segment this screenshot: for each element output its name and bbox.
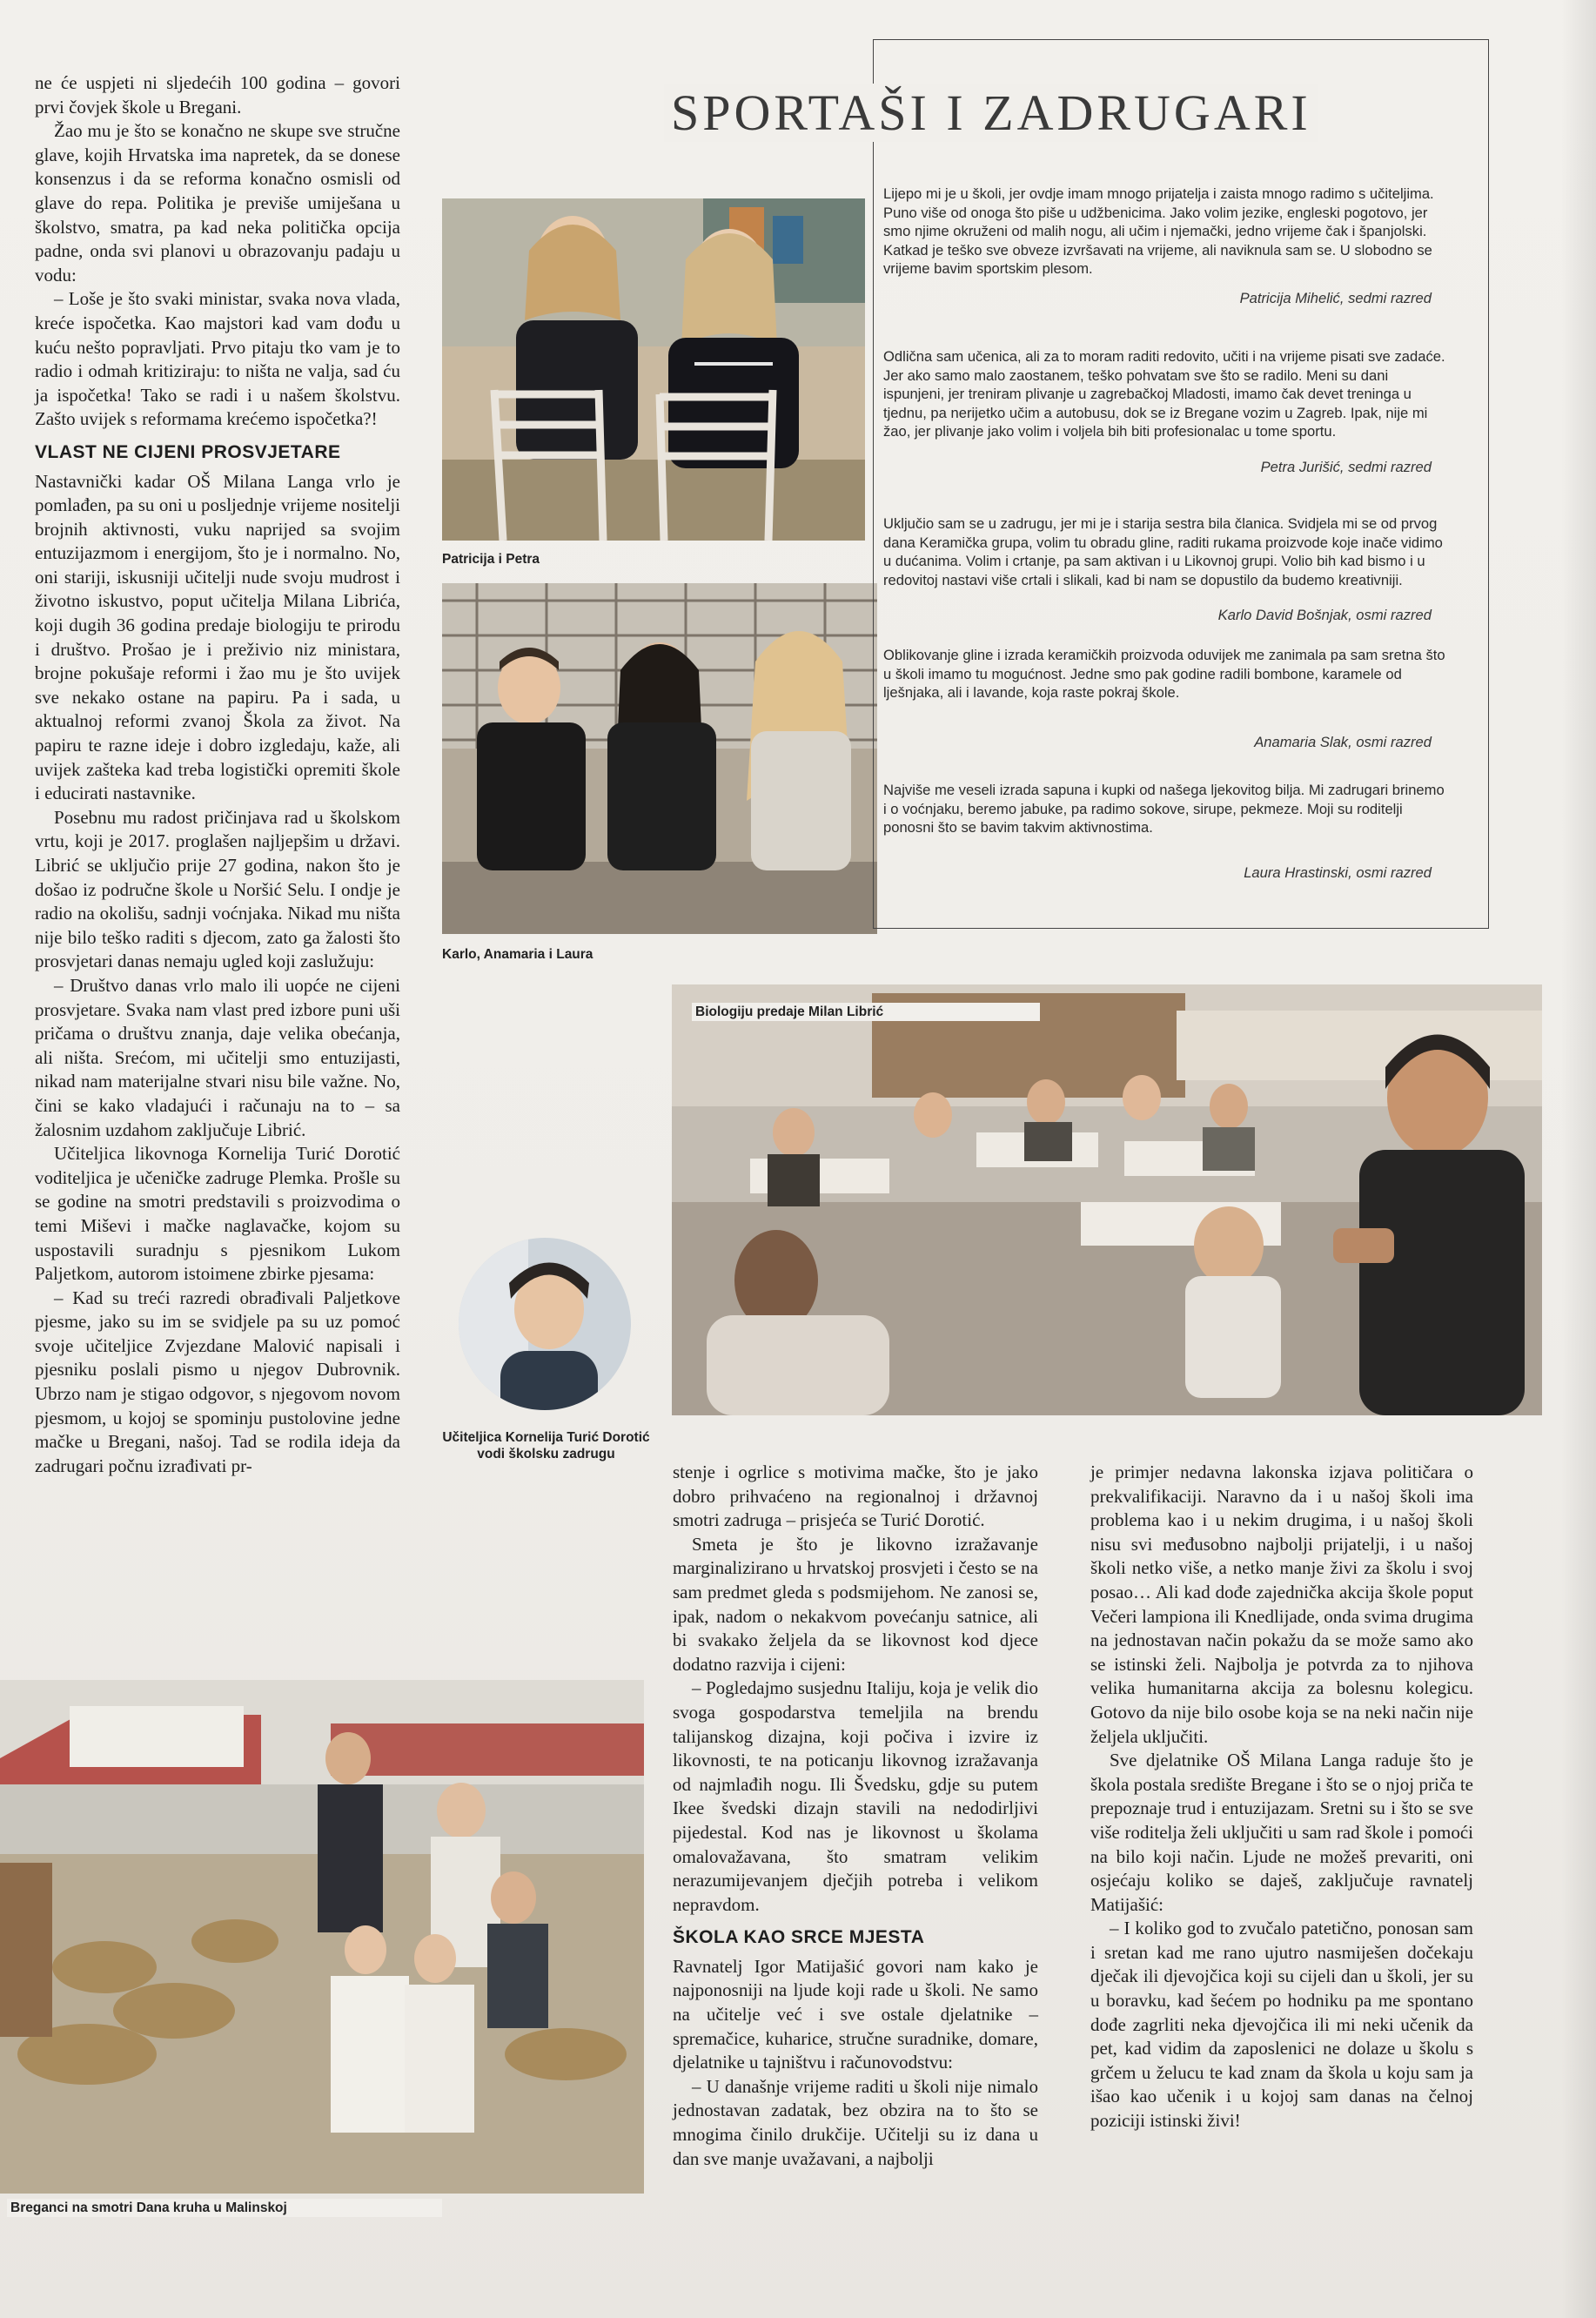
student-quote: Odlična sam učenica, ali za to moram raditi redovito, učiti i na vrijeme pisati sve zadaće. Jer ako samo malo zaostanem, teško pohvatam sve što se radilo. Meni su dani ispunjeni, jer treniram plivanje u zagrebačkoj Mladosti, imamo čak devet treninga u tjednu, pa nerijetko učim a autobusu, dok se iz Bregane vozim u Zagreb. Ipak, nije mi žao, jer plivanje jako volim i voljela bih biti profesionalac u tome sportu. xyxy=(883,348,1445,440)
quote-signature: Laura Hrastinski, osmi razred xyxy=(1244,864,1432,881)
paragraph: Sve djelatnike OŠ Milana Langa raduje što je škola postala središte Bregane i što se o njoj priča te prepoznaje trud i entuzijazam. Sretni su i što se sve više roditelja želi uključiti u sam rad škole i pomoći na bilo koji način. Ljude ne možeš prevariti, oni osjećaju koliko se daješ, zaključuje ravnatelj Matijašić: xyxy=(1090,1750,1473,1915)
student-quote: Uključio sam se u zadrugu, jer mi je i starija sestra bila članica. Svidjela mi se od prvog dana Keramička grupa, volim tu obradu gline, raditi rukama proizvode koje inače vidimo u dućanima. Volim i crtanje, pa sam aktivan i u Likovnoj grupi. Volio bih kad bismo i u redovitoj nastavi više crtali i slikali, kad bi nam se dopustilo da budemo kreativniji. xyxy=(883,515,1443,588)
paragraph: Žao mu je što se konačno ne skupe sve stručne glave, kojih Hrvatska ima napretek, da se donese konsenzus i da se reforma konačno osmisli od glave do repa. Politika je previše umiješana u školstvo, smatra, pa kad neka politička opcija padne, onda svi planovi u obrazovanju padaju u vodu: xyxy=(35,120,400,286)
photo-biology-class xyxy=(672,984,1542,1415)
student-quote: Lijepo mi je u školi, jer ovdje imam mnogo prijatelja i zaista mnogo radimo s učiteljima. Puno više od onoga što piše u udžbenicima. Jako volim jezike, engleski pogotovo, jer smo njime okruženi od malih nogu, ali učim i njemački, jedno vrijeme čak i španjolski. Katkad je teško sve obveze izvršavati na vrijeme, ali naviknula sam se. U slobodno se vrijeme bavim sportskim plesom. xyxy=(883,185,1434,278)
quote-signature: Patricija Mihelić, sedmi razred xyxy=(1239,290,1432,306)
quote-signature: Petra Jurišić, sedmi razred xyxy=(1260,459,1432,475)
paragraph: Smeta je što je likovno izražavanje marginalizirano u hrvatskoj prosvjeti i često se na sam predmet gleda s podsmijehom. Ne zanosi se, ipak, nadom o nekakvom povećanju satnice, ali bi svakako željela da se likovnost kod djece dodatno razvija i cijeni: xyxy=(673,1533,1038,1675)
quote-signature: Anamaria Slak, osmi razred xyxy=(1254,734,1432,750)
caption-breganci: Breganci na smotri Dana kruha u Malinskoj xyxy=(7,2199,442,2217)
paragraph: Nastavnički kadar OŠ Milana Langa vrlo je pomlađen, pa su oni u posljednje vrijeme nositelji brojnih aktivnosti, vuku naprijed sa svojim entuzijazmom i energijom, što je i normalno. No, oni stariji, iskusniji učitelji nude svoju mudrost i životno iskustvo, poput učitelja Milana Librića, koji dugih 36 godina predaje biologiju te prirodu i društvo. Prošao je i preživio niz ministara, brojne pokušaje reformi i žao mu je što uvijek sve nekako ostane na papiru. Pa i sada, u aktualnoj reformi zvanoj Škola za život. Na papiru te razne ideje i dobro izgledaju, kaže, ali uvijek zašteka kad treba logistički opremiti škole i educirati nastavnike. xyxy=(35,470,400,804)
caption-teacher: Učiteljica Kornelija Turić Dorotić vodi školsku zadrugu xyxy=(442,1430,650,1461)
student-quote: Oblikovanje gline i izrada keramičkih proizvoda oduvijek me zanimala pa sam sretna što u školi imamo tu mogućnost. Jedne smo pak godine radili bombone, karamele od lješnjaka, ali i lavande, koja raste pokraj škole. xyxy=(883,647,1445,702)
sidebar-box-title: SPORTAŠI I ZADRUGARI xyxy=(664,84,1318,142)
caption-biology: Biologiju predaje Milan Librić xyxy=(692,1003,1040,1021)
caption-karlo-anamaria-laura: Karlo, Anamaria i Laura xyxy=(442,947,593,962)
column-left xyxy=(35,71,400,1478)
column-right xyxy=(1090,1461,1473,2133)
column-middle xyxy=(673,1461,1038,2171)
quote-signature: Karlo David Bošnjak, osmi razred xyxy=(1217,607,1432,623)
paragraph: Učiteljica likovnoga Kornelija Turić Dorotić voditeljica je učeničke zadruge Plemka. Prošle su se godine na smotri predstavili s proizvodima o temi Miševi i mačke naglavačke, kojom su uspostavili suradnju s pjesnikom Lukom Paljetkom, autorom istoimene zbirke pjesama: xyxy=(35,1143,400,1285)
photo-teacher-portrait xyxy=(459,1238,631,1410)
paragraph: – Kad su treći razredi obrađivali Paljetkove pjesme, jako su im se svidjele pa su uz pomoć svoje učiteljice Zvjezdane Malović napisali i pjesniku poslali pismo u njegov Dubrovnik. Ubrzo nam je stigao odgovor, s njegovom novom pjesmom, u kojoj se spominju pustolovine jedne mačke u Bregani, našoj. Tad se rodila ideja da zadrugari počnu izrađivati pr- xyxy=(35,1287,400,1476)
paragraph: je primjer nedavna lakonska izjava političara o prekvalifikaciji. Naravno da i u našoj školi ima problema kao i u nekim drugima, i u našoj školi nisu svi međusobno najbolji prijatelji, i u našoj školi netko više, a netko manje živi za školu i svoj posao… Ali kad dođe zajednička akcija škole poput Večeri lampiona ili Knedlijade, onda svima drugima na jednostavan način pokažu da se može samo ako se istinski želi. Najbolja je potvrda za to njihova velika humanitarna akcija za bolesnu kolegicu. Gotovo da nije bilo osobe koja se na neki način nije željela uključiti. xyxy=(1090,1461,1473,1747)
paragraph: Ravnatelj Igor Matijašić govori nam kako je najponosniji na ljude koji rade u školi. Ne samo na učitelje već i sve ostale djelatnike – spremačice, kuharice, stručne suradnike, domare, djelatnike u tajništvu i računovodstvu: xyxy=(673,1955,1038,2073)
caption-patricija-petra: Patricija i Petra xyxy=(442,552,540,567)
subheading: ŠKOLA KAO SRCE MJESTA xyxy=(673,1927,925,1948)
paragraph: stenje i ogrlice s motivima mačke, što je jako dobro prihvaćeno na regionalnoj i državnoj smotri zadruga – prisjeća se Turić Dorotić. xyxy=(673,1461,1038,1531)
paragraph: ne će uspjeti ni sljedećih 100 godina – govori prvi čovjek škole u Bregani. xyxy=(35,72,400,118)
paragraph: – Loše je što svaki ministar, svaka nova vlada, kreće ispočetka. Kao majstori kad vam dođu u kuću nešto popravljati. Prvo pitaju tko vam je to radio i odmah kritiziraju: to ništa ne valja, sad ću ja ispočetka! Tako se radi i u našem školstvu. Zašto uvijek s reformama krećemo ispočetka?! xyxy=(35,288,400,430)
paragraph: Posebnu mu radost pričinjava rad u školskom vrtu, koji je 2017. proglašen najljepšim u državi. Librić se uključio prije 27 godina, nakon što je došao iz područne škole u Noršić Selu. I ondje je radio na okolišu, sadnji voćnjaka. Nikad mu ništa nije bilo teško raditi s djecom, zato ga žalosti što prosvjetari danas nemaju ugled koji zaslužuju: xyxy=(35,806,400,972)
paragraph: – I koliko god to zvučalo patetično, ponosan sam i sretan kad me rano ujutro nasmiješen dočekaju dječak ili djevojčica koji su cijeli dan u školi, jer su u boravku, kad šećem po hodniku pa me spontano dođe zagrliti neka djevojčica ili mi neki učenik da pet, kad vidim da zaposlenici ne dolaze u školu s grčem u želucu te kad znam da škola u koju sam ja išao kao učenik i u kojoj sam danas na čelnoj poziciji istinski živi! xyxy=(1090,1918,1473,2132)
photo-breganci-festival xyxy=(0,1680,644,2194)
paragraph: – Društvo danas vrlo malo ili uopće ne cijeni prosvjetare. Svaka nam vlast pred izbore puni uši pričama o društvu znanja, daje velika obećanja, ali ništa. Srećom, mi učitelji smo entuzijasti, nikad nam materijalne stvari nisu bile važne. No, čini se kako vladajući i računaju na to – sa žalosnim uzdahom zaključuje Librić. xyxy=(35,974,400,1140)
subheading: VLAST NE CIJENI PROSVJETARE xyxy=(35,441,341,462)
student-quote: Najviše me veseli izrada sapuna i kupki od našega ljekovitog bilja. Mi zadrugari brinemo i o voćnjaku, beremo jabuke, pa radimo sokove, sirupe, pekmeze. Moji su roditelji ponosni što se bavim takvim aktivnostima. xyxy=(883,782,1445,836)
paragraph: – U današnje vrijeme raditi u školi nije nimalo jednostavan zadatak, bez obzira na to što se mnogima činilo drukčije. Učitelji su iz dana u dan sve manje uvažavani, a najbolji xyxy=(673,2075,1038,2169)
paragraph: – Pogledajmo susjednu Italiju, koja je velik dio svoga gospodarstva temeljila na brendu talijanskog dizajna, koji počiva i izvire iz likovnosti, te na poticanju likovnog izražavanja od najmlađih nogu. Ili Švedsku, gdje su putem Ikee švedski dizajn stavili na nedodirljivi pijedestal. Kod nas je likovnost u školama omalovažavana, što smatram velikim nerazumijevanjem dječjih potreba i velikom nepravdom. xyxy=(673,1677,1038,1915)
photo-patricija-petra xyxy=(442,198,865,541)
photo-karlo-anamaria-laura xyxy=(442,583,877,934)
